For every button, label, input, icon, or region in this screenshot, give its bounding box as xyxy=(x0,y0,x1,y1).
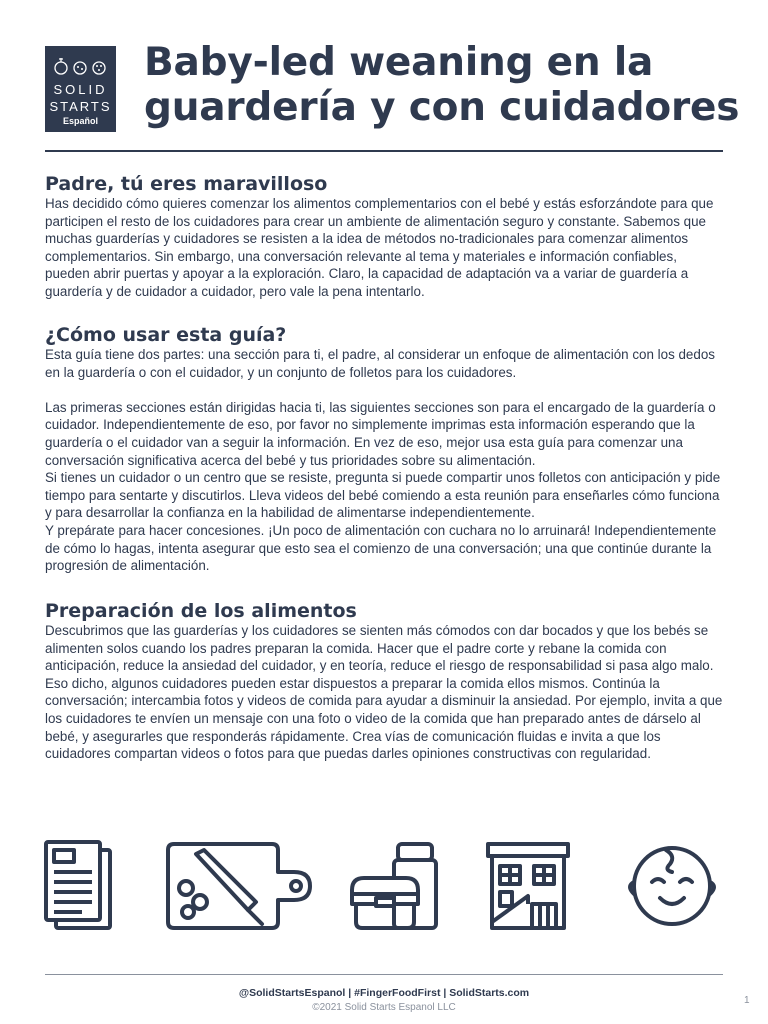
paragraph-gap xyxy=(45,381,725,399)
section-food-prep xyxy=(45,600,725,763)
logo-fruit-icon xyxy=(45,54,116,76)
section-heading: ¿Cómo usar esta guía? xyxy=(45,324,287,346)
section-paragraph: Has decidido cómo quieres comenzar los alimentos complementarios con el bebé y estás esforzándote para que participen el resto de los cuidadores para crear un ambiente de alimentación seguro y constante. Sabemos que muchas guarderías y cuidadores se resisten a la idea de métodos no-tradicionales para comenzar alimentos complementarios. Sin embargo, una conversación relevante al tema y materiales e información confiables, pueden abrir puertas y apoyar a la exploración. Claro, la capacidad de adaptación va a variar de guardería a guardería y de cuidador a cuidador, pero vale la pena intentarlo. xyxy=(45,196,714,299)
footer-links: @SolidStartsEspanol | #FingerFoodFirst | SolidStarts.com xyxy=(238,987,530,999)
page-number: 1 xyxy=(744,995,750,1006)
logo-word-solid: SOLID xyxy=(53,82,108,97)
section-paragraph: Descubrimos que las guarderías y los cuidadores se sienten más cómodos con dar bocados y que los bebés se alimenten solos cuando los padres preparan la comida. Hacer que el padre corte y rebane la comida con anticipación, reduce la ansiedad del cuidador, y en teoría, reduce el riesgo de responsabilidad si pasa algo malo. Eso dicho, algunos cuidadores pueden estar dispuestos a preparar la comida ellos mismos. Continúa la conversación; intercambia fotos y videos de comida para ayudar a disminuir la ansiedad. Por ejemplo, invita a que los cuidadores te envíen un mensaje con una foto o video de la comida que han preparado antes de dárselo al bebé, y asegurarles que responderás rápidamente. Crea vías de comunicación fluidas e invita a que los cuidadores compartan videos o fotos para que puedas darles opiniones constructivas con regularidad. xyxy=(45,623,723,762)
logo-word-starts: STARTS xyxy=(49,99,112,114)
food-containers-icon xyxy=(348,840,438,932)
cutting-board-knife-icon xyxy=(164,840,316,932)
title-divider xyxy=(45,150,723,152)
documents-icon xyxy=(42,840,114,932)
footer-divider xyxy=(45,974,723,975)
section-heading: Padre, tú eres maravilloso xyxy=(45,173,328,195)
section-paragraph: Las primeras secciones están dirigidas hacia ti, las siguientes secciones son para el encargado de la guardería o cuidador. Independientemente de eso, por favor no simplemente imprimas esta información esperando que la guardería o el cuidador van a seguir la información. En vez de eso, mejor usa esta guía para comenzar una conversación significativa acerca del bebé y tus prioridades sobre su alimentación. xyxy=(45,399,716,468)
solid-starts-logo xyxy=(45,46,116,132)
section-paragraph: Y prepárate para hacer concesiones. ¡Un poco de alimentación con cuchara no lo arruinará! Independientemente de cómo lo hagas, intenta asegurar que esto sea el comienzo de una conversación; una que continúe durante la progresión de alimentación. xyxy=(45,522,717,574)
section-heading: Preparación de los alimentos xyxy=(45,600,357,622)
section-how-to-use xyxy=(45,324,725,575)
logo-word-espanol: Español xyxy=(62,116,98,126)
section-parent xyxy=(45,173,725,301)
baby-face-icon xyxy=(624,842,720,930)
daycare-building-icon xyxy=(484,840,572,932)
footer-copyright: ©2021 Solid Starts Espanol LLC xyxy=(312,1002,456,1013)
page-title: Baby-led weaning en la guardería y con cuidadores xyxy=(144,40,740,130)
section-paragraph: Esta guía tiene dos partes: una sección para ti, el padre, al considerar un enfoque de alimentación con los dedos en la guardería o con el cuidador, y un conjunto de folletos para los cuidadores. xyxy=(45,347,715,380)
section-paragraph: Si tienes un cuidador o un centro que se resiste, pregunta si puede compartir unos folletos con anticipación y pide tiempo para sentarte y discutirlos. Lleva videos del bebé comiendo a esta reunión para enseñarles cómo funciona y para desarrollar la confianza en la habilidad de alimentarse independientemente. xyxy=(45,470,721,521)
icon-row xyxy=(40,838,730,938)
